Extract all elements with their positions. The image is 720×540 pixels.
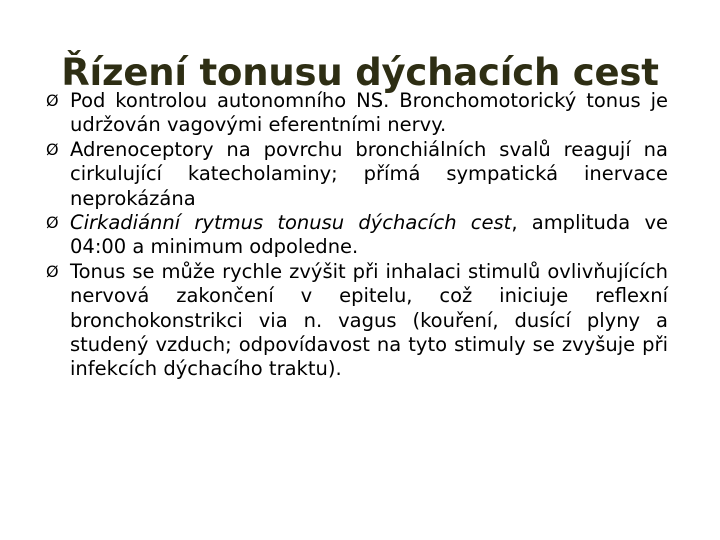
- bullet-text: Tonus se může rychle zvýšit při inhalaci stimulů ovlivňujících nervová zakončení v epitelu, což iniciuje reflexní bronchokonstrikci via n. vagus (kouření, dusící plyny a studený vzduch; odpovídavost na tyto stimuly se zvyšuje při infekcích dýchacího traktu).: [70, 259, 668, 381]
- bullet-text: Pod kontrolou autonomního NS. Bronchomotorický tonus je udržován vagovými eferentními nervy.: [70, 89, 668, 137]
- bullet-text-italic-lead: Cirkadiánní rytmus tonusu dýchacích cest: [70, 211, 512, 235]
- bullet-item: [46, 138, 668, 211]
- bullet-text-rest: , amplituda ve 04:00 a minimum odpoledne.: [70, 211, 668, 259]
- bullet-text: Adrenoceptory na povrchu bronchiálních svalů reagují na cirkulující katecholaminy; přímá sympatická inervace neprokázána: [70, 137, 668, 210]
- bullet-list: [46, 89, 668, 382]
- arrow-bullet-icon: Ø: [46, 261, 59, 281]
- slide-title: Řízení tonusu dýchacích cest: [61, 50, 659, 94]
- bullet-item: [46, 89, 668, 138]
- arrow-bullet-icon: Ø: [46, 213, 59, 233]
- bullet-item: [46, 260, 668, 382]
- bullet-text: [70, 211, 668, 260]
- bullet-item: [46, 211, 668, 260]
- arrow-bullet-icon: Ø: [46, 91, 59, 110]
- arrow-bullet-icon: Ø: [46, 139, 59, 159]
